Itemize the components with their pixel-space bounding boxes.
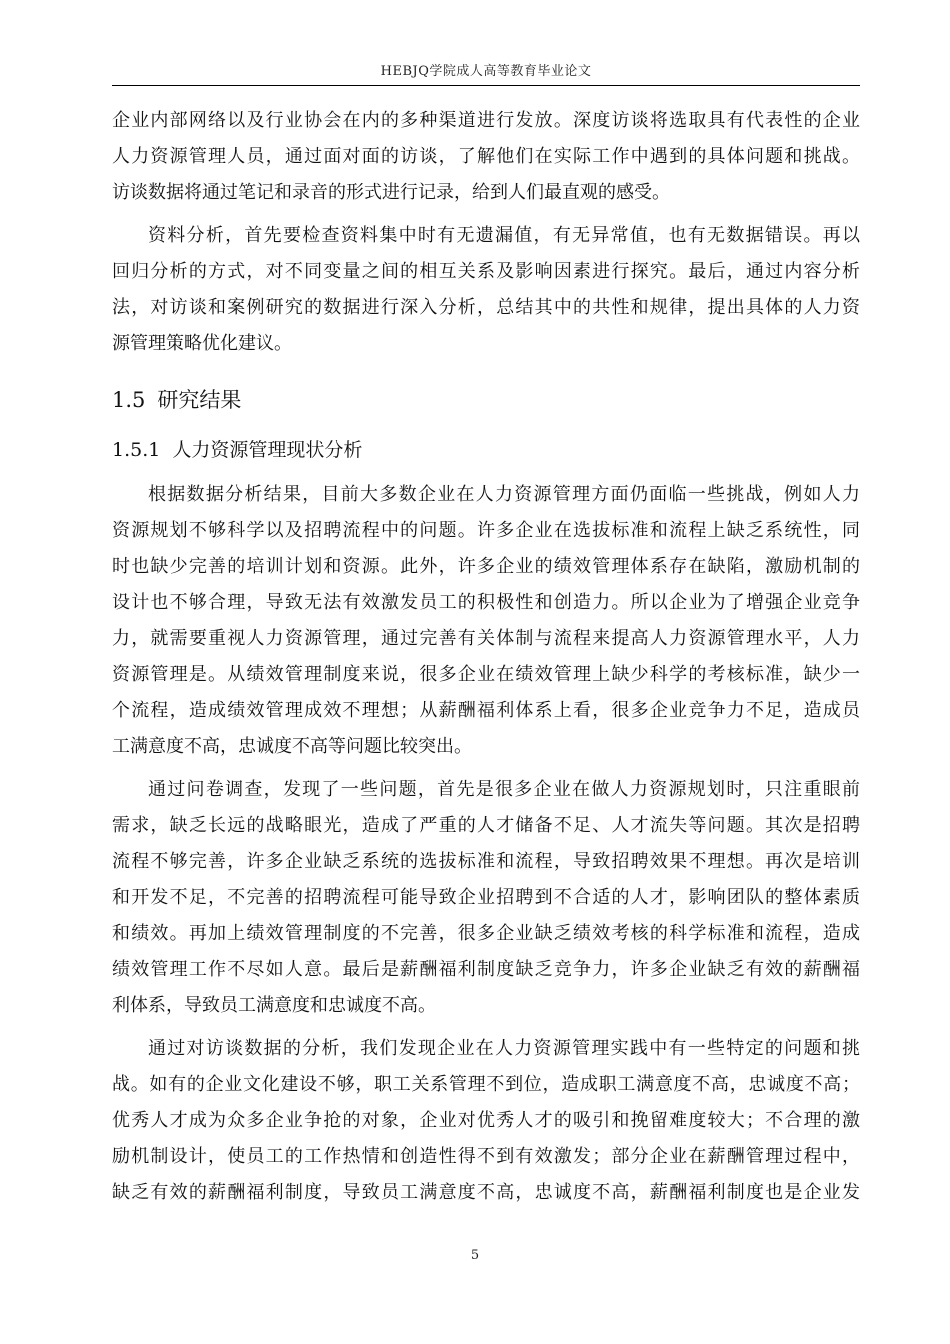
section-heading bbox=[112, 380, 241, 420]
paragraph-line: 绩效管理工作不尽如人意。最后是薪酬福利制度缺乏竞争力，许多企业缺乏有效的薪酬福 bbox=[112, 959, 860, 980]
paragraph-line: 人力资源管理人员，通过面对面的访谈，了解他们在实际工作中遇到的具体问题和挑战。 bbox=[112, 146, 860, 167]
paragraph-line: 缺乏有效的薪酬福利制度，导致员工满意度不高，忠诚度不高，薪酬福利制度也是企业发 bbox=[112, 1182, 860, 1203]
page-number: 5 bbox=[470, 1248, 480, 1263]
section-heading-text: 研究结果 bbox=[157, 388, 242, 412]
paragraph-line: 时也缺少完善的培训计划和资源。此外，许多企业的绩效管理体系存在缺陷，激励机制的 bbox=[112, 556, 860, 577]
subsection-heading-number: 1.5.1 bbox=[112, 439, 161, 461]
paragraph-line: 利体系，导致员工满意度和忠诚度不高。 bbox=[112, 995, 436, 1016]
paragraph-line: 通过问卷调查，发现了一些问题，首先是很多企业在做人力资源规划时，只注重眼前 bbox=[148, 779, 860, 800]
paragraph-line: 访谈数据将通过笔记和录音的形式进行记录，给到人们最直观的感受。 bbox=[112, 182, 670, 203]
subsection-heading-text: 人力资源管理现状分析 bbox=[172, 439, 363, 461]
paragraph-line: 和开发不足，不完善的招聘流程可能导致企业招聘到不合适的人才，影响团队的整体素质 bbox=[112, 887, 860, 908]
paragraph-line: 力，就需要重视人力资源管理，通过完善有关体制与流程来提高人力资源管理水平，人力 bbox=[112, 628, 860, 649]
paragraph-line: 法，对访谈和案例研究的数据进行深入分析，总结其中的共性和规律，提出具体的人力资 bbox=[112, 297, 860, 318]
paragraph-line: 资源规划不够科学以及招聘流程中的问题。许多企业在选拔标准和流程上缺乏系统性，同 bbox=[112, 520, 860, 541]
paragraph-line: 励机制设计，使员工的工作热情和创造性得不到有效激发；部分企业在薪酬管理过程中， bbox=[112, 1146, 860, 1167]
paragraph-line: 战。如有的企业文化建设不够，职工关系管理不到位，造成职工满意度不高，忠诚度不高； bbox=[112, 1074, 860, 1095]
section-heading-number: 1.5 bbox=[112, 388, 146, 412]
paragraph-line: 优秀人才成为众多企业争抢的对象，企业对优秀人才的吸引和挽留难度较大；不合理的激 bbox=[112, 1110, 860, 1131]
paragraph-line: 需求，缺乏长远的战略眼光，造成了严重的人才储备不足、人才流失等问题。其次是招聘 bbox=[112, 815, 860, 836]
paragraph-line: 设计也不够合理，导致无法有效激发员工的积极性和创造力。所以企业为了增强企业竞争 bbox=[112, 592, 860, 613]
paragraph-line: 通过对访谈数据的分析，我们发现企业在人力资源管理实践中有一些特定的问题和挑 bbox=[148, 1038, 860, 1059]
running-header: HEBJQ学院成人高等教育毕业论文 bbox=[380, 64, 592, 79]
subsection-heading bbox=[112, 431, 362, 469]
paragraph-line: 和绩效。再加上绩效管理制度的不完善，很多企业缺乏绩效考核的科学标准和流程，造成 bbox=[112, 923, 860, 944]
paragraph-line: 资源管理是。从绩效管理制度来说，很多企业在绩效管理上缺少科学的考核标准，缺少一 bbox=[112, 664, 860, 685]
paragraph-line: 回归分析的方式，对不同变量之间的相互关系及影响因素进行探究。最后，通过内容分析 bbox=[112, 261, 860, 282]
paragraph-line: 根据数据分析结果，目前大多数企业在人力资源管理方面仍面临一些挑战，例如人力 bbox=[148, 484, 860, 505]
paragraph-line: 资料分析，首先要检查资料集中时有无遗漏值，有无异常值，也有无数据错误。再以 bbox=[148, 225, 860, 246]
paragraph-line: 流程不够完善，许多企业缺乏系统的选拔标准和流程，导致招聘效果不理想。再次是培训 bbox=[112, 851, 860, 872]
paragraph-line: 企业内部网络以及行业协会在内的多种渠道进行发放。深度访谈将选取具有代表性的企业 bbox=[112, 110, 860, 131]
paragraph-line: 源管理策略优化建议。 bbox=[112, 333, 292, 354]
header-divider bbox=[112, 85, 860, 86]
paragraph-line: 个流程，造成绩效管理成效不理想；从薪酬福利体系上看，很多企业竞争力不足，造成员 bbox=[112, 700, 860, 721]
paragraph-line: 工满意度不高，忠诚度不高等问题比较突出。 bbox=[112, 736, 472, 757]
